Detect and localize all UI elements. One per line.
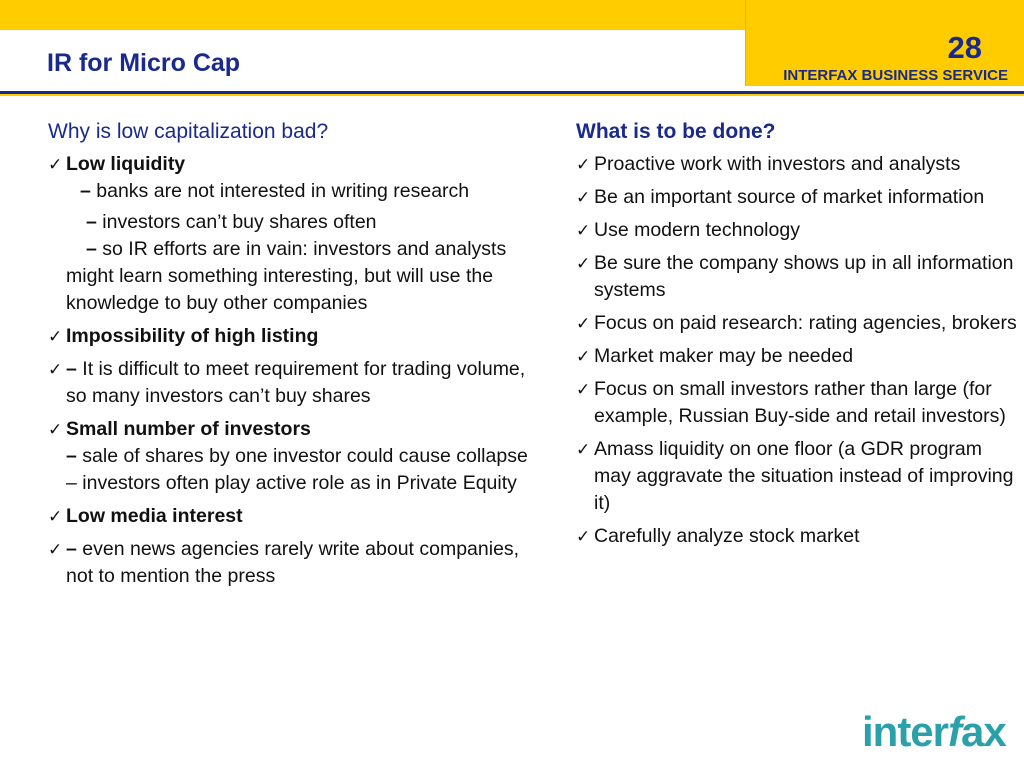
list-item: ✓ Use modern technology	[576, 217, 1021, 244]
checkmark-icon: ✓	[576, 440, 591, 459]
checkmark-icon: ✓	[48, 420, 63, 439]
item-line: It is difficult to meet requirement for trading volume, so many investors can’t buy shares	[66, 358, 526, 407]
right-heading: What is to be done?	[576, 120, 776, 143]
item-line: – sale of shares by one investor could cause collapse	[66, 445, 528, 467]
checkmark-icon: ✓	[576, 527, 591, 546]
item-line: – so IR efforts are in vain: investors and analysts might learn something interesting, but will use the knowledge to buy other companies	[66, 238, 507, 314]
checkmark-icon: ✓	[576, 221, 591, 240]
checkmark-icon: ✓	[576, 188, 591, 207]
list-item: ✓ Focus on paid research: rating agencies, brokers	[576, 310, 1021, 337]
item-line: Low media interest	[66, 505, 243, 527]
checkmark-icon: ✓	[48, 507, 63, 526]
item-line: Small number of investors	[66, 418, 311, 440]
list-item: ✓ Proactive work with investors and analysts	[576, 151, 1021, 178]
item-line: – banks are not interested in writing research	[80, 180, 470, 202]
list-item: ✓ Market maker may be needed	[576, 343, 1021, 370]
item-line: – investors can’t buy shares often	[86, 211, 377, 233]
list-item: ✓ Focus on small investors rather than large (for example, Russian Buy-side and retail investors)	[576, 378, 1006, 427]
checkmark-icon: ✓	[48, 155, 63, 174]
header-rule-accent	[0, 94, 1024, 96]
checkmark-icon: ✓	[576, 254, 591, 273]
page-title: IR for Micro Cap	[47, 49, 241, 77]
list-item: ✓ Be sure the company shows up in all information systems	[576, 252, 1014, 301]
item-line: Low liquidity	[66, 153, 186, 175]
interfax-logo: interfax	[862, 708, 1006, 755]
service-label: INTERFAX BUSINESS SERVICE	[783, 67, 1008, 84]
checkmark-icon: ✓	[48, 360, 63, 379]
list-item	[48, 503, 548, 530]
checkmark-icon: ✓	[48, 540, 63, 559]
list-item	[48, 536, 548, 590]
list-item: ✓ Be an important source of market information	[576, 184, 1021, 211]
checkmark-icon: ✓	[576, 380, 591, 399]
checkmark-icon: ✓	[576, 314, 591, 333]
list-item	[48, 323, 548, 350]
header-divider	[745, 0, 746, 86]
list-item	[48, 151, 548, 317]
item-line: even news agencies rarely write about companies, not to mention the press	[66, 538, 520, 587]
item-line: Impossibility of high listing	[66, 325, 319, 347]
list-item	[48, 416, 548, 497]
checkmark-icon: ✓	[576, 155, 591, 174]
slide-number: 28	[947, 30, 982, 65]
item-dash: –	[66, 538, 77, 560]
left-column	[48, 118, 548, 596]
list-item: ✓ Amass liquidity on one floor (a GDR program may aggravate the situation instead of improving it)	[576, 438, 1014, 514]
checkmark-icon: ✓	[576, 347, 591, 366]
list-item: ✓ Carefully analyze stock market	[576, 523, 1021, 550]
item-dash: –	[66, 358, 77, 380]
list-item	[48, 356, 548, 410]
item-line: – investors often play active role as in Private Equity	[66, 472, 517, 494]
right-column	[576, 118, 1021, 556]
left-heading: Why is low capitalization bad?	[48, 120, 329, 143]
checkmark-icon: ✓	[48, 327, 63, 346]
